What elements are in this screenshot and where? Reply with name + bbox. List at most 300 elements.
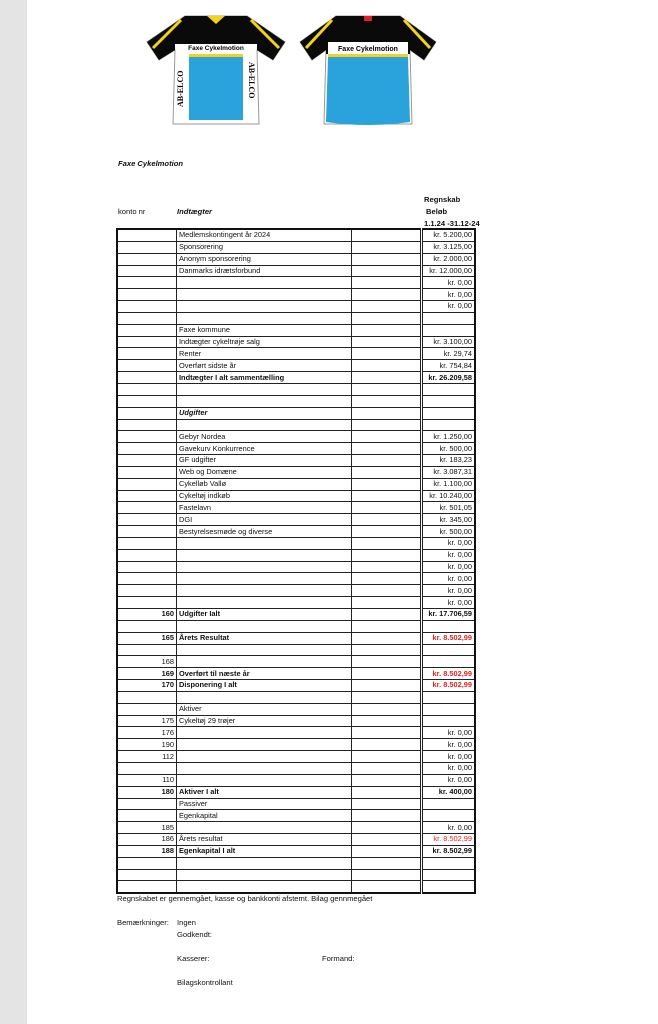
account-number-cell — [117, 466, 177, 478]
left-margin-strip — [0, 0, 27, 1024]
amount-cell: kr. 0,00 — [422, 549, 476, 561]
empty-cell — [352, 573, 422, 585]
table-row — [117, 253, 475, 265]
account-number-cell — [117, 289, 177, 301]
description-cell — [177, 644, 352, 656]
amount-cell — [422, 620, 476, 632]
table-row — [117, 609, 475, 621]
description-cell: Anonym sponsorering — [177, 253, 352, 265]
amount-cell — [422, 881, 476, 893]
amount-cell: kr. 500,00 — [422, 443, 476, 455]
empty-cell — [352, 834, 422, 846]
column-header-section: Indtægter — [177, 207, 213, 216]
account-number-cell: 190 — [117, 739, 177, 751]
empty-cell — [352, 395, 422, 407]
amount-cell: kr. 0,00 — [422, 585, 476, 597]
empty-cell — [352, 656, 422, 668]
description-cell: Danmarks idrætsforbund — [177, 265, 352, 277]
amount-cell: kr. 0,00 — [422, 561, 476, 573]
table-row — [117, 455, 475, 467]
table-row — [117, 680, 475, 692]
auditor-label: Bilagskontrollant — [177, 978, 233, 987]
empty-cell — [352, 774, 422, 786]
amount-cell: kr. 0,00 — [422, 597, 476, 609]
amount-cell: kr. 400,00 — [422, 786, 476, 798]
amount-cell: kr. 8.502,99 — [422, 834, 476, 846]
amount-cell: kr. 2.000,00 — [422, 253, 476, 265]
jersey-front-image — [145, 12, 287, 130]
account-number-cell — [117, 798, 177, 810]
description-cell: Cykeltøj 29 trøjer — [177, 715, 352, 727]
description-cell: Web og Domæne — [177, 466, 352, 478]
description-cell — [177, 537, 352, 549]
description-cell — [177, 822, 352, 834]
jersey-back-image — [298, 12, 438, 130]
description-cell: Aktiver I alt — [177, 786, 352, 798]
table-row — [117, 490, 475, 502]
empty-cell — [352, 691, 422, 703]
table-row — [117, 229, 475, 241]
account-number-cell — [117, 585, 177, 597]
empty-cell — [352, 312, 422, 324]
table-row — [117, 869, 475, 881]
empty-cell — [352, 502, 422, 514]
account-number-cell — [117, 324, 177, 336]
table-row — [117, 845, 475, 857]
table-row — [117, 324, 475, 336]
account-number-cell — [117, 691, 177, 703]
amount-cell — [422, 656, 476, 668]
empty-cell — [352, 324, 422, 336]
table-row — [117, 383, 475, 395]
table-row — [117, 372, 475, 384]
table-row — [117, 443, 475, 455]
account-number-cell — [117, 360, 177, 372]
account-number-cell — [117, 383, 177, 395]
description-cell — [177, 419, 352, 431]
account-number-cell — [117, 549, 177, 561]
account-number-cell: 165 — [117, 632, 177, 644]
description-cell: Gavekurv Konkurrence — [177, 443, 352, 455]
table-row — [117, 881, 475, 893]
empty-cell — [352, 585, 422, 597]
description-cell: Cykelløb Vallø — [177, 478, 352, 490]
amount-cell — [422, 644, 476, 656]
empty-cell — [352, 431, 422, 443]
description-cell — [177, 857, 352, 869]
amount-cell: kr. 0,00 — [422, 277, 476, 289]
description-cell: GF udgifter — [177, 455, 352, 467]
description-cell — [177, 383, 352, 395]
description-cell: Årets Resultat — [177, 632, 352, 644]
description-cell — [177, 301, 352, 313]
amount-cell: kr. 29,74 — [422, 348, 476, 360]
empty-cell — [352, 478, 422, 490]
account-number-cell — [117, 419, 177, 431]
table-row — [117, 703, 475, 715]
table-row — [117, 585, 475, 597]
amount-cell: kr. 0,00 — [422, 301, 476, 313]
amount-cell: kr. 8.502,99 — [422, 680, 476, 692]
empty-cell — [352, 407, 422, 419]
amount-cell: kr. 8.502,99 — [422, 668, 476, 680]
table-row — [117, 656, 475, 668]
empty-cell — [352, 620, 422, 632]
amount-cell: kr. 0,00 — [422, 537, 476, 549]
description-cell: Overført til næste år — [177, 668, 352, 680]
table-row — [117, 407, 475, 419]
jersey-front-logo-text: Faxe Cykelmotion — [188, 45, 244, 52]
empty-cell — [352, 241, 422, 253]
empty-cell — [352, 609, 422, 621]
amount-cell: kr. 3.100,00 — [422, 336, 476, 348]
svg-text:AB-ELCO: AB-ELCO — [247, 62, 256, 99]
table-row — [117, 644, 475, 656]
account-number-cell: 185 — [117, 822, 177, 834]
account-number-cell — [117, 407, 177, 419]
empty-cell — [352, 727, 422, 739]
description-cell: Renter — [177, 348, 352, 360]
amount-cell — [422, 383, 476, 395]
empty-cell — [352, 549, 422, 561]
document-title: Faxe Cykelmotion — [118, 159, 183, 168]
empty-cell — [352, 490, 422, 502]
table-row — [117, 620, 475, 632]
table-row — [117, 691, 475, 703]
amount-cell: kr. 501,05 — [422, 502, 476, 514]
description-cell: Indtægter I alt sammentælling — [177, 372, 352, 384]
description-cell — [177, 585, 352, 597]
amount-cell — [422, 691, 476, 703]
account-number-cell — [117, 241, 177, 253]
empty-cell — [352, 277, 422, 289]
amount-cell: kr. 5.200,00 — [422, 229, 476, 241]
account-number-cell — [117, 620, 177, 632]
empty-cell — [352, 751, 422, 763]
table-row — [117, 822, 475, 834]
account-number-cell — [117, 573, 177, 585]
table-row — [117, 360, 475, 372]
column-header-belob: Beløb — [426, 207, 448, 216]
account-number-cell — [117, 229, 177, 241]
empty-cell — [352, 703, 422, 715]
amount-cell: kr. 1.100,00 — [422, 478, 476, 490]
table-row — [117, 478, 475, 490]
empty-cell — [352, 360, 422, 372]
svg-text:AB-ELCO: AB-ELCO — [176, 70, 185, 107]
account-number-cell — [117, 455, 177, 467]
empty-cell — [352, 786, 422, 798]
table-row — [117, 549, 475, 561]
table-row — [117, 715, 475, 727]
empty-cell — [352, 668, 422, 680]
empty-cell — [352, 253, 422, 265]
amount-cell: kr. 0,00 — [422, 822, 476, 834]
description-cell: Disponering I alt — [177, 680, 352, 692]
description-cell — [177, 691, 352, 703]
account-number-cell — [117, 253, 177, 265]
account-number-cell — [117, 490, 177, 502]
account-number-cell: 110 — [117, 774, 177, 786]
account-number-cell: 188 — [117, 845, 177, 857]
empty-cell — [352, 644, 422, 656]
account-number-cell — [117, 336, 177, 348]
remarks-label: Bemærkninger: — [117, 918, 169, 927]
empty-cell — [352, 597, 422, 609]
empty-cell — [352, 301, 422, 313]
treasurer-label: Kasserer: — [177, 954, 210, 963]
amount-cell — [422, 324, 476, 336]
table-row — [117, 857, 475, 869]
table-row — [117, 514, 475, 526]
table-row — [117, 526, 475, 538]
description-cell: Egenkapital — [177, 810, 352, 822]
table-row — [117, 289, 475, 301]
approved-label: Godkendt: — [177, 930, 213, 939]
table-row — [117, 834, 475, 846]
amount-cell: kr. 17.706,59 — [422, 609, 476, 621]
empty-cell — [352, 348, 422, 360]
amount-cell: kr. 0,00 — [422, 774, 476, 786]
description-cell — [177, 762, 352, 774]
account-number-cell — [117, 597, 177, 609]
empty-cell — [352, 466, 422, 478]
description-cell — [177, 656, 352, 668]
description-cell: Årets resultat — [177, 834, 352, 846]
table-row — [117, 277, 475, 289]
empty-cell — [352, 289, 422, 301]
table-row — [117, 798, 475, 810]
description-cell: Aktiver — [177, 703, 352, 715]
empty-cell — [352, 632, 422, 644]
description-cell: Udgifter Ialt — [177, 609, 352, 621]
description-cell: DGI — [177, 514, 352, 526]
empty-cell — [352, 857, 422, 869]
amount-cell: kr. 0,00 — [422, 762, 476, 774]
description-cell — [177, 561, 352, 573]
column-header-konto: konto nr — [118, 207, 146, 216]
account-number-cell: 186 — [117, 834, 177, 846]
account-number-cell — [117, 869, 177, 881]
description-cell: Medlemskontingent år 2024 — [177, 229, 352, 241]
amount-cell — [422, 869, 476, 881]
empty-cell — [352, 336, 422, 348]
jersey-back-logo-text: Faxe Cykelmotion — [338, 46, 398, 53]
account-number-cell — [117, 478, 177, 490]
table-row — [117, 395, 475, 407]
description-cell: Overført sidste år — [177, 360, 352, 372]
description-cell — [177, 277, 352, 289]
account-number-cell — [117, 644, 177, 656]
amount-cell: kr. 1.250,00 — [422, 431, 476, 443]
table-row — [117, 774, 475, 786]
empty-cell — [352, 561, 422, 573]
account-number-cell — [117, 762, 177, 774]
account-number-cell: 112 — [117, 751, 177, 763]
account-number-cell: 176 — [117, 727, 177, 739]
table-row — [117, 431, 475, 443]
amount-cell — [422, 798, 476, 810]
account-number-cell: 169 — [117, 668, 177, 680]
account-number-cell — [117, 857, 177, 869]
empty-cell — [352, 881, 422, 893]
table-row — [117, 265, 475, 277]
empty-cell — [352, 526, 422, 538]
table-row — [117, 573, 475, 585]
account-number-cell: 175 — [117, 715, 177, 727]
table-row — [117, 348, 475, 360]
amount-cell: kr. 26.209,58 — [422, 372, 476, 384]
empty-cell — [352, 537, 422, 549]
account-number-cell — [117, 265, 177, 277]
amount-cell: kr. 3.087,31 — [422, 466, 476, 478]
account-number-cell: 170 — [117, 680, 177, 692]
table-row — [117, 537, 475, 549]
remarks-value: Ingen — [177, 918, 197, 927]
amount-cell — [422, 703, 476, 715]
description-cell — [177, 597, 352, 609]
empty-cell — [352, 383, 422, 395]
empty-cell — [352, 680, 422, 692]
empty-cell — [352, 514, 422, 526]
amount-cell — [422, 715, 476, 727]
table-row — [117, 762, 475, 774]
table-row — [117, 739, 475, 751]
amount-cell — [422, 857, 476, 869]
account-number-cell: 168 — [117, 656, 177, 668]
description-cell — [177, 727, 352, 739]
description-cell: Faxe kommune — [177, 324, 352, 336]
description-cell — [177, 620, 352, 632]
table-row — [117, 312, 475, 324]
empty-cell — [352, 845, 422, 857]
account-number-cell — [117, 514, 177, 526]
table-row — [117, 810, 475, 822]
amount-cell: kr. 183,23 — [422, 455, 476, 467]
account-number-cell — [117, 443, 177, 455]
table-row — [117, 502, 475, 514]
description-cell — [177, 549, 352, 561]
description-cell: Cykeltøj indkøb — [177, 490, 352, 502]
empty-cell — [352, 810, 422, 822]
account-number-cell — [117, 301, 177, 313]
empty-cell — [352, 822, 422, 834]
empty-cell — [352, 229, 422, 241]
amount-cell: kr. 0,00 — [422, 727, 476, 739]
amount-cell: kr. 8.502,99 — [422, 632, 476, 644]
account-number-cell — [117, 395, 177, 407]
description-cell: Indtægter cykeltrøje salg — [177, 336, 352, 348]
description-cell: Sponsorering — [177, 241, 352, 253]
empty-cell — [352, 869, 422, 881]
account-number-cell — [117, 526, 177, 538]
description-cell: Egenkapital I alt — [177, 845, 352, 857]
empty-cell — [352, 739, 422, 751]
account-number-cell: 180 — [117, 786, 177, 798]
empty-cell — [352, 715, 422, 727]
table-row — [117, 241, 475, 253]
amount-cell: kr. 3.125,00 — [422, 241, 476, 253]
amount-cell — [422, 419, 476, 431]
description-cell — [177, 881, 352, 893]
description-cell: Udgifter — [177, 407, 352, 419]
table-row — [117, 727, 475, 739]
description-cell — [177, 395, 352, 407]
description-cell — [177, 774, 352, 786]
empty-cell — [352, 455, 422, 467]
table-row — [117, 466, 475, 478]
amount-cell: kr. 12.000,00 — [422, 265, 476, 277]
table-row — [117, 301, 475, 313]
amount-cell: kr. 8.502,99 — [422, 845, 476, 857]
description-cell — [177, 312, 352, 324]
description-cell — [177, 739, 352, 751]
amount-cell: kr. 0,00 — [422, 751, 476, 763]
description-cell: Gebyr Nordea — [177, 431, 352, 443]
empty-cell — [352, 372, 422, 384]
description-cell — [177, 289, 352, 301]
table-row — [117, 419, 475, 431]
chairman-label: Formand: — [322, 954, 355, 963]
description-cell: Passiver — [177, 798, 352, 810]
description-cell — [177, 751, 352, 763]
account-number-cell — [117, 348, 177, 360]
empty-cell — [352, 419, 422, 431]
amount-cell: kr. 10.240,00 — [422, 490, 476, 502]
table-row — [117, 751, 475, 763]
account-number-cell — [117, 372, 177, 384]
column-header-regnskab: Regnskab — [424, 195, 461, 204]
account-number-cell: 160 — [117, 609, 177, 621]
account-number-cell — [117, 881, 177, 893]
amount-cell: kr. 500,00 — [422, 526, 476, 538]
amount-cell: kr. 0,00 — [422, 289, 476, 301]
description-cell — [177, 869, 352, 881]
account-number-cell — [117, 537, 177, 549]
amount-cell: kr. 754,84 — [422, 360, 476, 372]
table-row — [117, 786, 475, 798]
amount-cell — [422, 407, 476, 419]
amount-cell — [422, 312, 476, 324]
account-number-cell — [117, 431, 177, 443]
table-row — [117, 668, 475, 680]
table-row — [117, 632, 475, 644]
account-number-cell — [117, 703, 177, 715]
account-number-cell — [117, 561, 177, 573]
statement-text: Regnskabet er gennemgået, kasse og bankkonti afstemt. Bilag gennmegået — [117, 894, 373, 903]
empty-cell — [352, 798, 422, 810]
account-number-cell — [117, 502, 177, 514]
account-number-cell — [117, 810, 177, 822]
amount-cell: kr. 0,00 — [422, 573, 476, 585]
description-cell — [177, 573, 352, 585]
account-number-cell — [117, 277, 177, 289]
table-row — [117, 561, 475, 573]
empty-cell — [352, 443, 422, 455]
accounts-table — [116, 228, 476, 894]
amount-cell — [422, 810, 476, 822]
empty-cell — [352, 265, 422, 277]
amount-cell — [422, 395, 476, 407]
table-row — [117, 336, 475, 348]
amount-cell: kr. 0,00 — [422, 739, 476, 751]
amount-cell: kr. 345,00 — [422, 514, 476, 526]
column-header-period: 1.1.24 -31.12-24 — [424, 219, 480, 228]
description-cell: Bestyrelsesmøde og diverse — [177, 526, 352, 538]
description-cell: Fastelavn — [177, 502, 352, 514]
account-number-cell — [117, 312, 177, 324]
table-row — [117, 597, 475, 609]
